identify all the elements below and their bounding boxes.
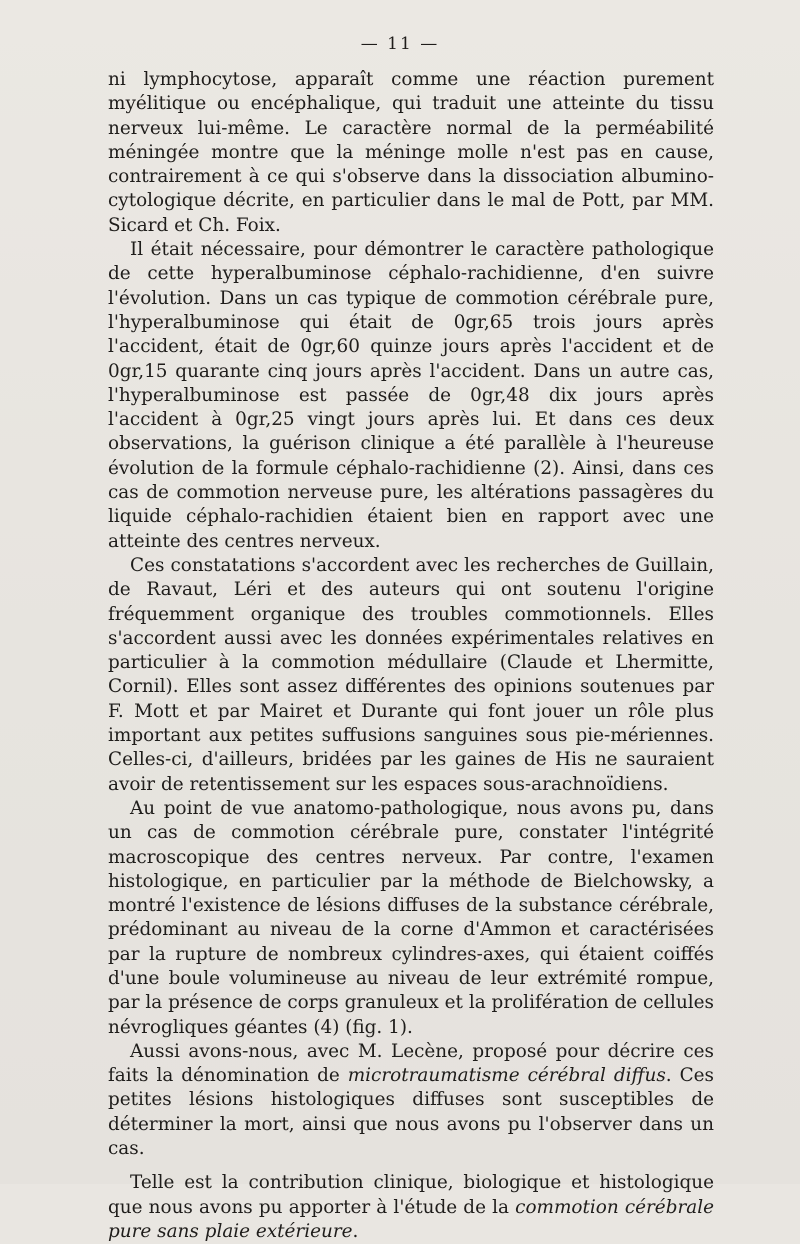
body-text (108, 68, 714, 1244)
paragraph-2: Il était nécessaire, pour démontrer le caractère pathologique de cette hyperalbuminose céphalo-rachidienne, d'en suivre l'évolution. Dans un cas typique de commotion cérébrale pure, l'hyperalbuminose qui était de 0gr,65 trois jours après l'accident, était de 0gr,60 quinze jours après l'accident et de 0gr,15 quarante cinq jours après l'accident. Dans un autre cas, l'hyperalbuminose est passée de 0gr,48 dix jours après l'accident à 0gr,25 vingt jours après lui. Et dans ces deux observations, la guérison clinique a été parallèle à l'heureuse évolution de la formule céphalo-rachidienne (2). Ainsi, dans ces cas de commotion nerveuse pure, les altérations passagères du liquide céphalo-rachidien étaient bien en rapport avec une atteinte des centres nerveux. (108, 239, 714, 552)
paragraph-6 (108, 1171, 714, 1244)
paragraph-5-text: Aussi avons-nous, avec M. Lecène, proposé pour décrire ces faits la dénomination de (108, 1040, 714, 1087)
paragraph-3: Ces constatations s'accordent avec les recherches de Guillain, de Ravaut, Léri et des auteurs qui ont soutenu l'origine fréquemment organique des troubles commotionnels. Elles s'accordent aussi avec les données expérimentales relatives en particulier à la commotion médullaire (Claude et Lhermitte, Cornil). Elles sont assez différentes des opinions soutenues par F. Mott et par Mairet et Durante qui font jouer un rôle plus important aux petites suffusions sanguines sous pie-mériennes. Celles-ci, d'ailleurs, bridées par les gaines de His ne sauraient avoir de retentissement sur les espaces sous-arachnoïdiens. (108, 554, 714, 795)
paragraph-5 (108, 1040, 714, 1161)
paragraph-4: Au point de vue anatomo-pathologique, nous avons pu, dans un cas de commotion cérébrale pure, constater l'intégrité macroscopique des centres nerveux. Par contre, l'examen histologique, en particulier par la méthode de Bielchowsky, a montré l'existence de lésions diffuses de la substance cérébrale, prédominant au niveau de la corne d'Ammon et caractérisées par la rupture de nombreux cylindres-axes, qui étaient coiffés d'une boule volumineuse au niveau de leur extrémité rompue, par la présence de corps granuleux et la prolifération de cellules névrogliques géantes (4) (fig. 1). (108, 797, 714, 1038)
paragraph-6-text-end: . (352, 1220, 359, 1242)
paragraph-6-italic-term: commotion cérébrale pure sans plaie extérieure (108, 1196, 714, 1242)
paragraph-6-text: Telle est la contribution clinique, biologique et histologique que nous avons pu apporter à l'étude de la (108, 1172, 714, 1218)
page-number: — 11 — (360, 34, 440, 54)
paragraph-5-italic-term: microtraumatisme cérébral diffus (347, 1065, 666, 1087)
paragraph-1: ni lymphocytose, apparaît comme une réaction purement myélitique ou encéphalique, qui traduit une atteinte du tissu nerveux lui-même. Le caractère normal de la perméabilité méningée montre que la méninge molle n'est pas en cause, contrairement à ce qui s'observe dans la dissociation albumino-cytologique décrite, en particulier dans le mal de Pott, par MM. Sicard et Ch. Foix. (108, 69, 714, 236)
paragraph-5-text-end: . Ces petites lésions histologiques diffuses sont susceptibles de déterminer la mort, ainsi que nous avons pu l'observer dans un cas. (108, 1065, 714, 1160)
